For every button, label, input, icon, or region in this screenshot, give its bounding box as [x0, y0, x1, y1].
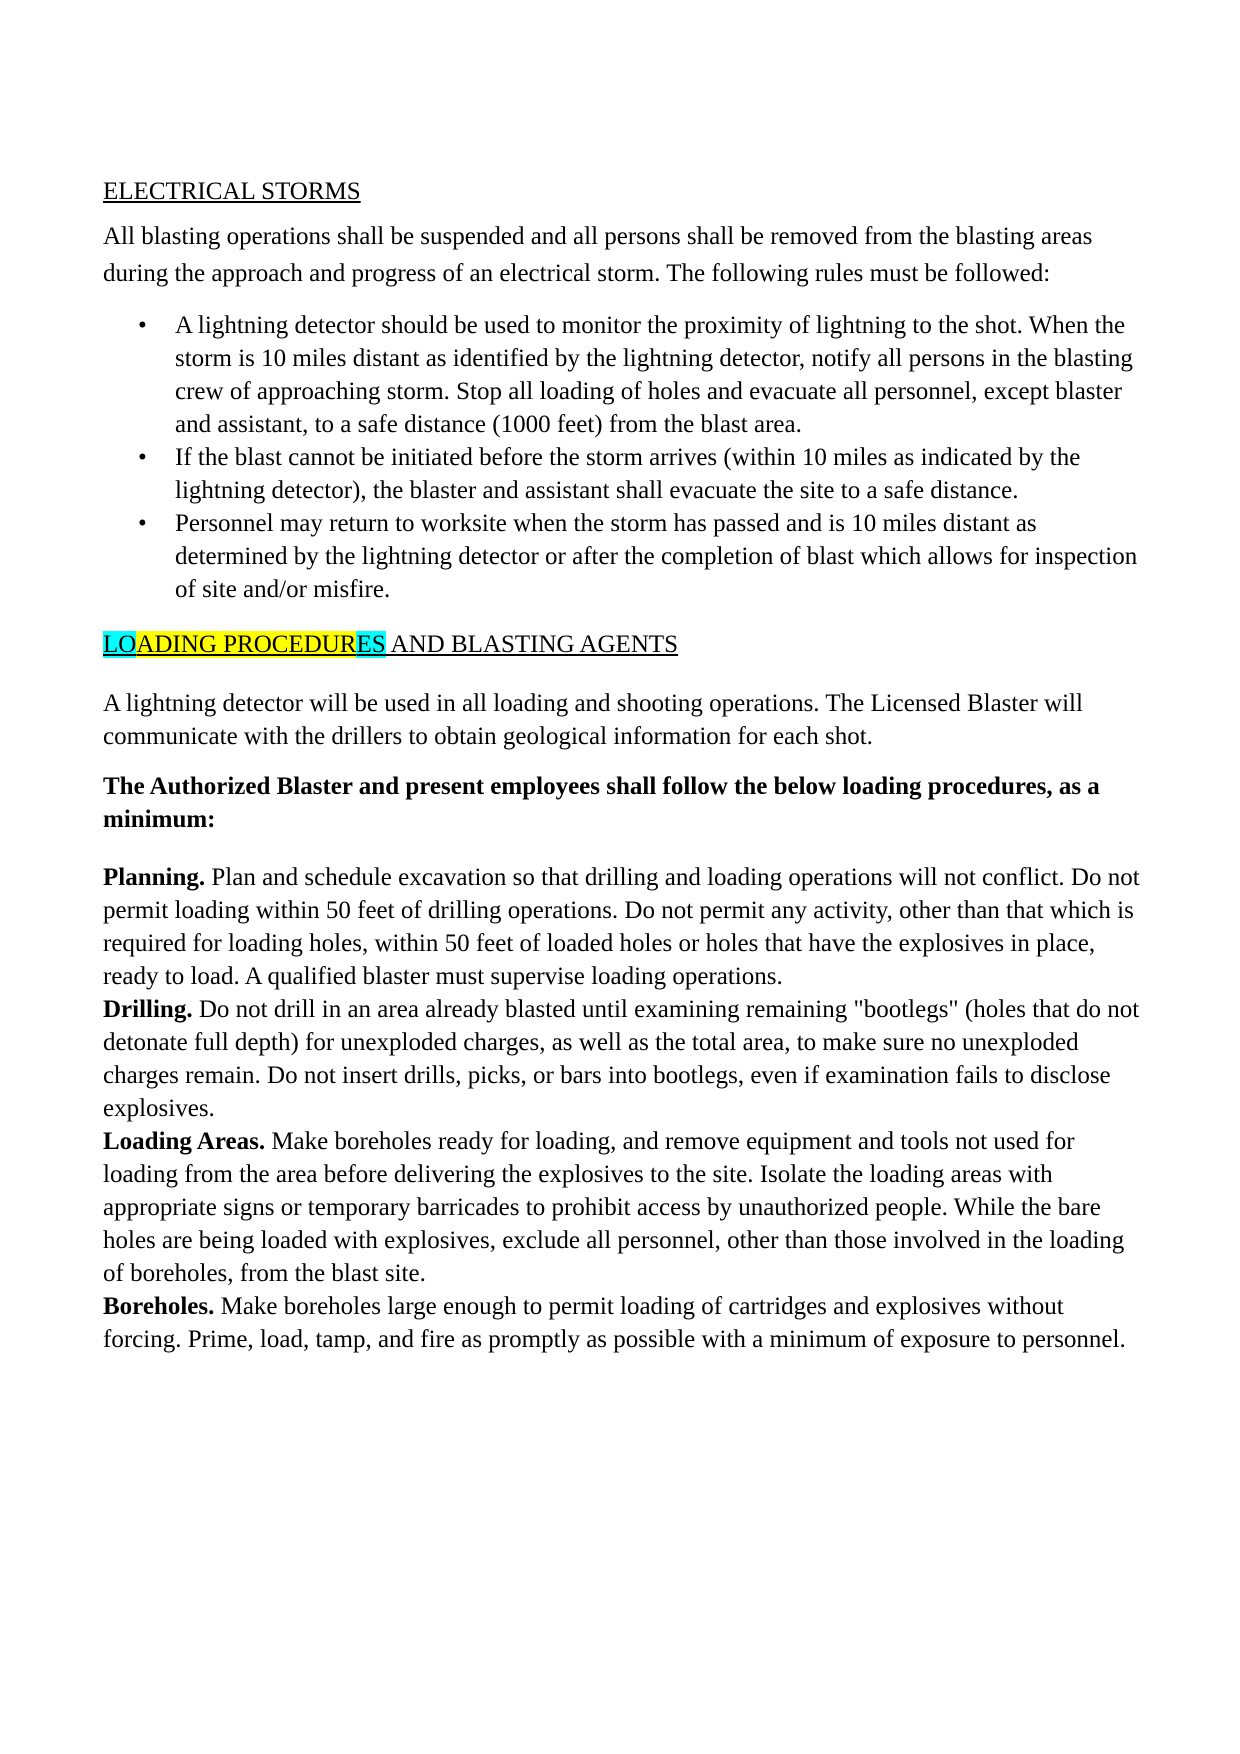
heading-highlight-yellow: ADING PROCEDUR — [136, 631, 357, 658]
procedure-label: Drilling. — [103, 996, 193, 1023]
procedure-item-planning — [103, 861, 1148, 993]
procedure-text: Do not drill in an area already blasted until examining remaining "bootlegs" (holes that do not detonate full depth) for unexploded charges, as well as the total area, to make sure no unexploded charges remain. Do not insert drills, picks, or bars into bootlegs, even if examination fails to disclose explosives. — [103, 996, 1140, 1122]
section-heading-electrical-storms: ELECTRICAL STORMS — [103, 178, 361, 205]
electrical-storms-intro: All blasting operations shall be suspended and all persons shall be removed from the blasting areas during the approach and progress of an electrical storm. The following rules must be followed: — [103, 223, 1093, 287]
list-item — [103, 441, 1148, 507]
bullet-icon: • — [138, 312, 147, 339]
list-item — [103, 309, 1148, 441]
bullet-icon: • — [138, 510, 147, 537]
heading-highlight-cyan: LO — [103, 631, 137, 658]
procedure-item-drilling — [103, 993, 1148, 1125]
procedures-lead-bold: The Authorized Blaster and present employees shall follow the below loading procedures, as a minimum: — [103, 773, 1100, 833]
procedure-label: Planning. — [103, 864, 206, 891]
section-heading-loading-procedures — [103, 628, 1148, 662]
bullet-icon: • — [138, 444, 147, 471]
list-item-text: If the blast cannot be initiated before the storm arrives (within 10 miles as indicated by the lightning detector), the blaster and assistant shall evacuate the site to a safe distance. — [175, 444, 1081, 504]
list-item-text: Personnel may return to worksite when the storm has passed and is 10 miles distant as determined by the lightning detector or after the completion of blast which allows for inspection of site and/or misfire. — [175, 510, 1138, 603]
list-item — [103, 507, 1148, 606]
heading-highlight-cyan: ES — [356, 631, 386, 658]
procedure-label: Boreholes. — [103, 1293, 215, 1320]
procedure-item-boreholes — [103, 1290, 1148, 1356]
procedure-label: Loading Areas. — [103, 1128, 266, 1155]
lightning-detector-paragraph: A lightning detector will be used in all loading and shooting operations. The Licensed Blaster will communicate with the drillers to obtain geological information for each shot. — [103, 690, 1083, 750]
heading-text: AND BLASTING AGENTS — [385, 631, 679, 658]
electrical-storms-rules-list — [103, 309, 1148, 606]
procedure-text: Make boreholes ready for loading, and remove equipment and tools not used for loading from the area before delivering the explosives to the site. Isolate the loading areas with appropriate signs or temporary barricades to prohibit access by unauthorized people. While the bare holes are being loaded with explosives, exclude all personnel, other than those involved in the loading of boreholes, from the blast site. — [103, 1128, 1125, 1287]
procedure-item-loading-areas — [103, 1125, 1148, 1290]
procedures-list — [103, 861, 1148, 1356]
procedure-text: Plan and schedule excavation so that drilling and loading operations will not conflict. Do not permit loading within 50 feet of drilling operations. Do not permit any activity, other than that which is required for loading holes, within 50 feet of loaded holes or holes that have the explosives in place, ready to load. A qualified blaster must supervise loading operations. — [103, 864, 1140, 990]
document-page — [103, 175, 1148, 1356]
list-item-text: A lightning detector should be used to monitor the proximity of lightning to the shot. When the storm is 10 miles distant as identified by the lightning detector, notify all persons in the blasting crew of approaching storm. Stop all loading of holes and evacuate all personnel, except blaster and assistant, to a safe distance (1000 feet) from the blast area. — [175, 312, 1133, 438]
procedure-text: Make boreholes large enough to permit loading of cartridges and explosives without forcing. Prime, load, tamp, and fire as promptly as possible with a minimum of exposure to personnel. — [103, 1293, 1126, 1353]
